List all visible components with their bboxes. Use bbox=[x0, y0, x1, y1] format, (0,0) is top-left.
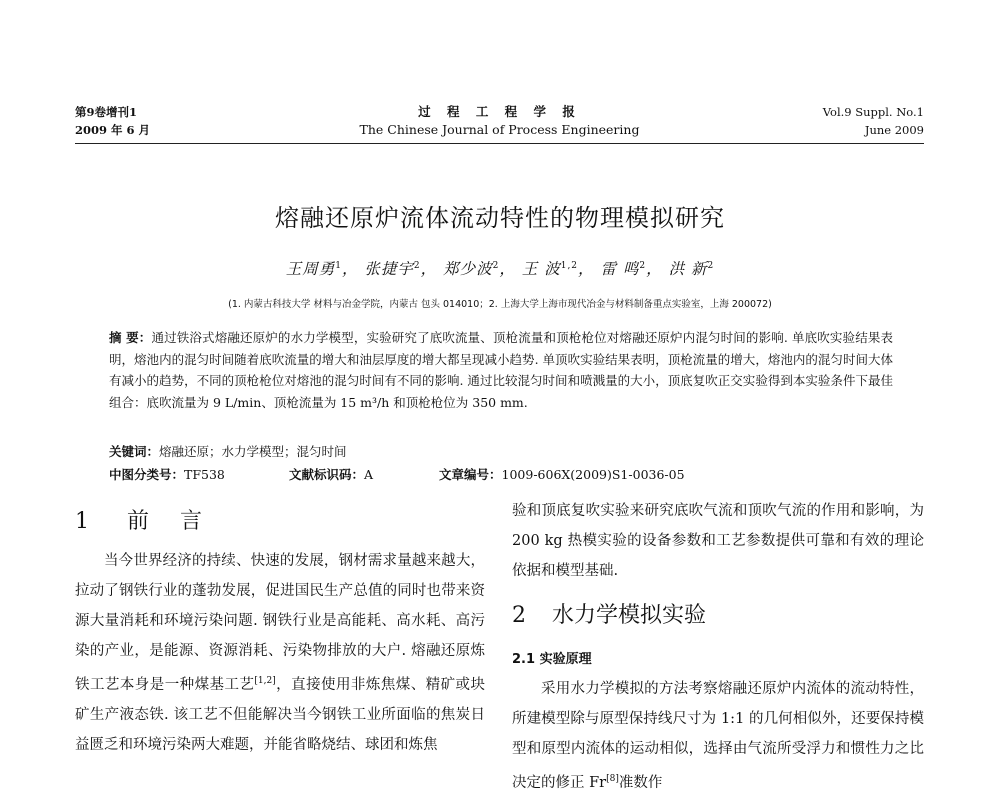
document-code: 文献标识码：A bbox=[289, 467, 374, 482]
header-center bbox=[75, 103, 924, 139]
author: 王周勇$^1$ bbox=[285, 260, 342, 278]
volume-issue-en: Vol.9 Suppl. No.1 bbox=[822, 105, 924, 119]
running-header bbox=[75, 103, 924, 144]
abstract bbox=[109, 327, 893, 413]
continuation-paragraph: 验和顶底复吹实验来研究底吹气流和顶吹气流的作用和影响，为 200 kg 热模实验的设备参数和工艺参数提供可靠和有效的理论依据和模型基础. bbox=[512, 503, 924, 579]
section-heading-1: 1 前 言 bbox=[75, 509, 214, 534]
author: 王 波$^{1,2}$ bbox=[521, 260, 579, 278]
journal-name-en: The Chinese Journal of Process Engineering bbox=[359, 122, 640, 137]
left-column bbox=[75, 498, 485, 760]
article-number: 文章编号：1009-606X(2009)S1-0036-05 bbox=[439, 467, 685, 482]
header-right bbox=[823, 103, 924, 139]
author: 郑少波$^2$ bbox=[443, 260, 500, 278]
volume-issue: 第9卷增刊1 bbox=[75, 105, 138, 119]
intro-paragraph: 当今世界经济的持续、快速的发展，钢材需求量越来越大，拉动了钢铁行业的蓬勃发展，促进国民生产总值的同时也带来资源大量消耗和环境污染问题. 钢铁行业是高能耗、高水耗、高污染的产业，是能源、资源消耗、污染物排放的大户. 熔融还原炼铁工艺本身是一种煤基工艺[1,2]，直接使用非炼焦煤、精矿或块矿生产液态铁. 该工艺不但能解决当今钢铁工业所面临的焦炭日益匮乏和环境污染两大难题，并能省略烧结、球团和炼焦 bbox=[75, 553, 486, 753]
section-heading-2: 2 水力学模拟实验 bbox=[512, 603, 707, 628]
clc-number: 中图分类号：TF538 bbox=[109, 467, 225, 482]
affiliations: (1. 内蒙古科技大学 材料与冶金学院，内蒙古 包头 014010；2. 上海大学上海市现代冶金与材料制备重点实验室，上海 200072) bbox=[228, 299, 772, 310]
publication-date-cn: 2009 年 6 月 bbox=[75, 123, 151, 137]
citation: [1,2] bbox=[254, 676, 276, 686]
keywords-text: 熔融还原；水力学模型；混匀时间 bbox=[159, 444, 347, 459]
publication-date-en: June 2009 bbox=[864, 123, 924, 137]
author: 张捷宇$^2$ bbox=[364, 260, 421, 278]
author: 洪 新$^2$ bbox=[668, 260, 715, 278]
principle-paragraph: 采用水力学模拟的方法考察熔融还原炉内流体的流动特性，所建模型除与原型保持线尺寸为 1:1 的几何相似外，还要保持模型和原型内流体的运动相似，选择由气流所受浮力和惯性力之比决定的修正 Fr[8]准数作 bbox=[512, 681, 924, 791]
subsection-heading: 2.1 实验原理 bbox=[512, 652, 592, 667]
abstract-text: 通过铁浴式熔融还原炉的水力学模型，实验研究了底吹流量、顶枪流量和顶枪枪位对熔融还原炉内混匀时间的影响. 单底吹实验结果表明，熔池内的混匀时间随着底吹流量的增大和油层厚度的增大都呈现减小趋势. 单顶吹实验结果表明，顶枪流量的增大，熔池内的混匀时间大体有减小的趋势，不同的顶枪枪位对熔池的混匀时间有不同的影响. 通过比较混匀时间和喷溅量的大小，顶底复吹正交实验得到本实验条件下最佳组合：底吹流量为 9 L/min、顶枪流量为 15 m³/h 和顶枪枪位为 350 mm. bbox=[109, 330, 893, 410]
author-list: 王周勇$^1$， 张捷宇$^2$， 郑少波$^2$， 王 波$^{1,2}$， 雷 鸣$^2$， 洪 新$^2$ bbox=[285, 260, 715, 278]
abstract-label: 摘 要： bbox=[109, 330, 152, 345]
right-column bbox=[512, 496, 924, 798]
author: 雷 鸣$^2$ bbox=[600, 260, 647, 278]
paper-title: 熔融还原炉流体流动特性的物理模拟研究 bbox=[275, 204, 725, 232]
keywords-label: 关键词： bbox=[109, 444, 160, 459]
citation: [8] bbox=[606, 774, 619, 784]
keywords bbox=[109, 442, 347, 462]
journal-name-cn: 过 程 工 程 学 报 bbox=[418, 104, 581, 119]
